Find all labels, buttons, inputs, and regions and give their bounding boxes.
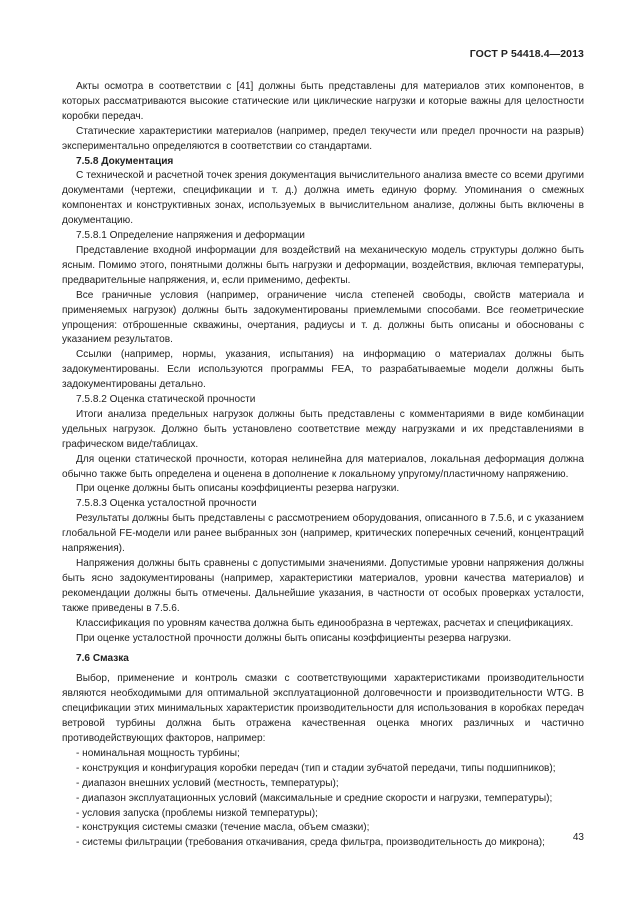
list-item: - условия запуска (проблемы низкой температуры); bbox=[76, 807, 318, 819]
paragraph: Все граничные условия (например, ограничение числа степеней свободы, свойств материала и применяемых нагрузок) должны быть задокументированы приемлемыми способами. Все геометрические упрощения: отброшенные скважины, очертания, радиусы и т. д. должны быть описаны и обоснованы с указанием результатов. bbox=[62, 289, 584, 346]
paragraph: При оценке усталостной прочности должны быть описаны коэффициенты резерва нагрузки. bbox=[76, 632, 512, 644]
paragraph: С технической и расчетной точек зрения документация вычислительного анализа вместе со всеми другими документами (чертежи, спецификации и т. д.) должна иметь единую форму. Упоминания о смежных компонентах и конструктивных зонах, используемых в вычислительном анализе, должны быть включены в документацию. bbox=[62, 170, 584, 227]
subsection-heading: 7.5.8.2 Оценка статической прочности bbox=[76, 394, 256, 406]
list-item: - конструкция и конфигурация коробки передач (тип и стадии зубчатой передачи, типы подшипников); bbox=[76, 762, 556, 774]
list-item: - диапазон эксплуатационных условий (максимальные и средние скорости и нагрузки, температуры); bbox=[76, 792, 553, 804]
paragraph: Представление входной информации для воздействий на механическую модель структуры должно быть ясным. Помимо этого, понятными должны быть нагрузки и деформации, воздействия, включая температуры, предварительные напряжения, и, если применимо, дефекты. bbox=[62, 244, 584, 286]
paragraph: Напряжения должны быть сравнены с допустимыми значениями. Допустимые уровни напряжения должны быть ясно задокументированы (например, характеристики материалов, уровни качества материалов) и рекомендации должны быть отмечены. Дальнейшие указания, в частности от особых проверках усталости, также приведены в 7.5.6. bbox=[62, 558, 584, 614]
paragraph: Для оценки статической прочности, которая нелинейна для материалов, локальная деформация должна обычно также быть определена и оценена в дополнение к локальному упругому/пластичному напряжению. bbox=[62, 453, 584, 480]
page-body bbox=[62, 80, 584, 851]
paragraph: Ссылки (например, нормы, указания, испытания) на информацию о материалах должны быть задокументированы. Если используются программы FEA, то разрабатываемые модели должны быть задокументированы детально. bbox=[62, 349, 584, 391]
list-item: - диапазон внешних условий (местность, температуры); bbox=[76, 777, 339, 789]
paragraph: Статические характеристики материалов (например, предел текучести или предел прочности на разрыв) экспериментально определяются в соответствии со стандартами. bbox=[62, 125, 584, 152]
paragraph: Результаты должны быть представлены с рассмотрением оборудования, описанного в 7.5.6, и с указанием глобальной FE-модели или ранее выбранных зон (например, критических поперечных сечений, концентраций напряжения). bbox=[62, 513, 584, 555]
paragraph: Акты осмотра в соответствии с [41] должны быть представлены для материалов этих компонентов, в которых рассматриваются высокие статические или циклические нагрузки и которые важны для целостности коробки передач. bbox=[62, 81, 584, 122]
section-heading: 7.6 Смазка bbox=[76, 653, 129, 665]
list-item: - номинальная мощность турбины; bbox=[76, 747, 240, 759]
subsection-heading: 7.5.8.1 Определение напряжения и деформации bbox=[76, 230, 305, 242]
paragraph: При оценке должны быть описаны коэффициенты резерва нагрузки. bbox=[76, 483, 400, 495]
standard-header: ГОСТ Р 54418.4—2013 bbox=[469, 48, 584, 60]
list-item: - конструкция системы смазки (течение масла, объем смазки); bbox=[76, 822, 370, 834]
subsection-heading: 7.5.8.3 Оценка усталостной прочности bbox=[76, 498, 257, 510]
paragraph: Итоги анализа предельных нагрузок должны быть представлены с комментариями в виде комбинации удельных нагрузок. Должно быть установлено соответствие между нагрузками и их представлениями в графическом виде/таблицах. bbox=[62, 408, 584, 450]
list-item: - системы фильтрации (требования откачивания, среда фильтра, производительность до микрона); bbox=[76, 837, 545, 849]
page-number: 43 bbox=[572, 832, 584, 843]
section-heading: 7.5.8 Документация bbox=[76, 155, 174, 167]
paragraph: Выбор, применение и контроль смазки с соответствующими характеристиками производительности являются необходимыми для оптимальной эксплуатационной долговечности и производительности WTG. В спецификации этих минимальных характеристик производительности для использования в коробках передач ветровой турбины должна быть отражена качественная оценка многих различных и частично противодействующих факторов, например: bbox=[62, 673, 584, 744]
paragraph: Классификация по уровням качества должна быть единообразна в чертежах, расчетах и спецификациях. bbox=[76, 617, 574, 629]
